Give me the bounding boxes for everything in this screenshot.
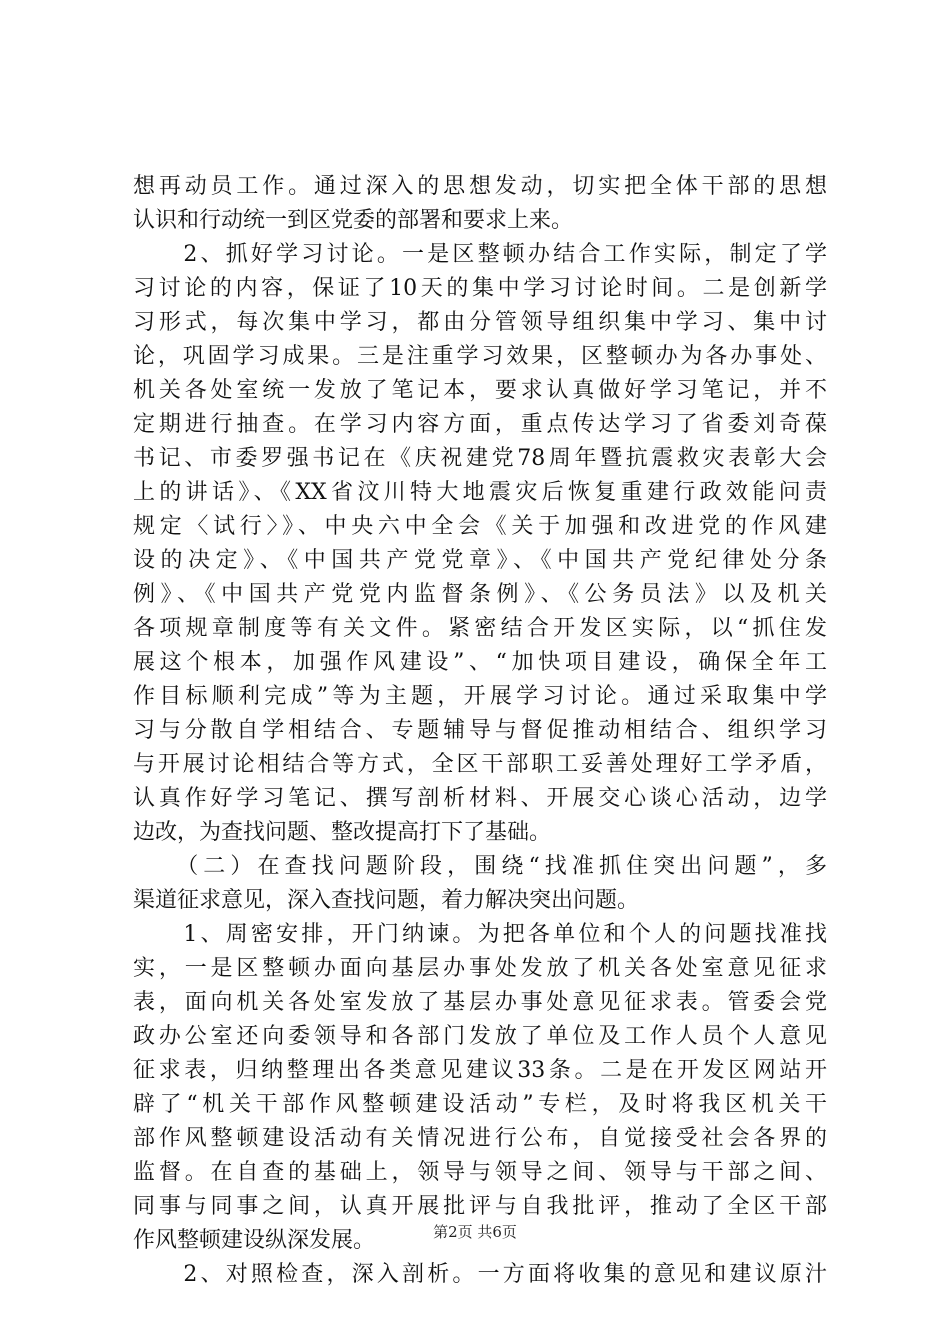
text-line: 习与分散自学相结合、专题辅导与督促推动相结合、组织学习 bbox=[133, 718, 827, 743]
text-line: 监督。在自查的基础上，领导与领导之间、领导与干部之间、 bbox=[133, 1160, 827, 1185]
text-line: 边改，为查找问题、整改提高打下了基础。 bbox=[133, 820, 552, 845]
text-line: 辟了“机关干部作风整顿建设活动”专栏，及时将我区机关干 bbox=[133, 1092, 827, 1117]
text-line: 展这个根本，加强作风建设”、“加快项目建设，确保全年工 bbox=[133, 650, 827, 675]
text-line: 例》、《中国共产党党内监督条例》、《公务员法》以及机关 bbox=[133, 582, 827, 607]
text-line: 定期进行抽查。在学习内容方面，重点传达学习了省委刘奇葆 bbox=[133, 412, 827, 437]
text-line: （二）在查找问题阶段，围绕“找准抓住突出问题”，多 bbox=[133, 854, 827, 879]
text-line: 论，巩固学习成果。三是注重学习效果，区整顿办为各办事处、 bbox=[133, 344, 827, 369]
text-line: 部作风整顿建设活动有关情况进行公布，自觉接受社会各界的 bbox=[133, 1126, 827, 1151]
text-line: 渠道征求意见，深入查找问题，着力解决突出问题。 bbox=[133, 888, 640, 913]
text-line: 与开展讨论相结合等方式，全区干部职工妥善处理好工学矛盾， bbox=[133, 752, 827, 777]
text-line: 1、周密安排，开门纳谏。为把各单位和个人的问题找准找 bbox=[133, 922, 827, 947]
text-line: 政办公室还向委领导和各部门发放了单位及工作人员个人意见 bbox=[133, 1024, 827, 1049]
text-line: 2、对照检查，深入剖析。一方面将收集的意见和建议原汁 bbox=[133, 1262, 827, 1287]
text-line: 设的决定》、《中国共产党党章》、《中国共产党纪律处分条 bbox=[133, 548, 827, 573]
text-line: 认真作好学习笔记、撰写剖析材料、开展交心谈心活动，边学 bbox=[133, 786, 827, 811]
text-line: 机关各处室统一发放了笔记本，要求认真做好学习笔记，并不 bbox=[133, 378, 827, 403]
text-line: 认识和行动统一到区党委的部署和要求上来。 bbox=[133, 208, 574, 233]
text-line: 实，一是区整顿办面向基层办事处发放了机关各处室意见征求 bbox=[133, 956, 827, 981]
text-line: 作目标顺利完成”等为主题，开展学习讨论。通过采取集中学 bbox=[133, 684, 827, 709]
text-line: 同事与同事之间，认真开展批评与自我批评，推动了全区干部 bbox=[133, 1194, 827, 1219]
text-line: 习形式，每次集中学习，都由分管领导组织集中学习、集中讨 bbox=[133, 310, 827, 335]
text-line: 想再动员工作。通过深入的思想发动，切实把全体干部的思想 bbox=[133, 174, 827, 199]
page-footer: 第2页 共6页 bbox=[433, 1223, 517, 1241]
text-line: 上的讲话》、《XX省汶川特大地震灾后恢复重建行政效能问责 bbox=[133, 480, 827, 505]
text-line: 2、抓好学习讨论。一是区整顿办结合工作实际，制定了学 bbox=[133, 242, 827, 267]
text-line: 表，面向机关各处室发放了基层办事处意见征求表。管委会党 bbox=[133, 990, 827, 1015]
text-line: 规定〈试行〉》、中央六中全会《关于加强和改进党的作风建 bbox=[133, 514, 827, 539]
document-body bbox=[133, 170, 827, 1292]
text-line: 书记、市委罗强书记在《庆祝建党78周年暨抗震救灾表彰大会 bbox=[133, 446, 827, 471]
text-line: 征求表，归纳整理出各类意见建议33条。二是在开发区网站开 bbox=[133, 1058, 827, 1083]
text-line: 作风整顿建设纵深发展。 bbox=[133, 1228, 376, 1253]
text-line: 各项规章制度等有关文件。紧密结合开发区实际，以“抓住发 bbox=[133, 616, 827, 641]
text-line: 习讨论的内容，保证了10天的集中学习讨论时间。二是创新学 bbox=[133, 276, 827, 301]
